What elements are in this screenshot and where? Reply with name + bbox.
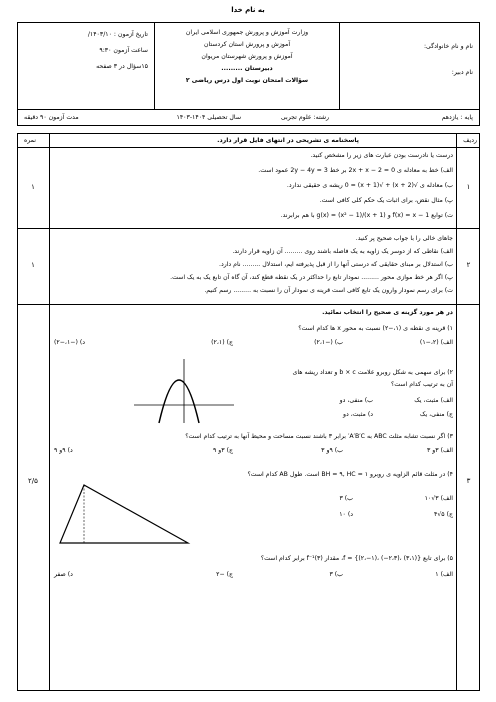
- ministry-name: وزارت آموزش و پرورش جمهوری اسلامی ایران: [185, 29, 309, 36]
- option-a: الف) مثبت، یک: [414, 397, 453, 404]
- question-part: پ) مثال نقض، برای اثبات یک حکم کلی کافی است.: [319, 197, 453, 204]
- question-part: ب) معادله ی √(x + 2) + √(x + 1) = 0 ریشه ی حقیقی ندارد.: [286, 182, 453, 189]
- score-column-header: نمره: [24, 137, 36, 144]
- exam-date: تاریخ آزمون : ۱۴۰۳/۱۰/: [87, 31, 148, 38]
- answer-key-note: پاسخنامه ی تشریحی در انتهای فایل قرار دارد.: [217, 137, 359, 144]
- option-d: د) ۹و ۹: [54, 447, 73, 454]
- sub-question-3: ۳) اگر نسبت تشابه مثلث ABC به A′B′C′ برابر ۳ باشند نسبت مساحت و محیط آنها به ترتیب کدام است؟: [185, 433, 453, 440]
- question-prompt: درست یا نادرست بودن عبارت های زیر را مشخص کنید.: [310, 152, 453, 159]
- question-part: ب) استدلال بر مبنای حقایقی که درستی آنها را از قبل پذیرفته ایم، استدلال ......... نام دارد.: [218, 261, 453, 268]
- city-office: آموزش و پرورش شهرستان مریوان: [201, 53, 293, 60]
- row-score: ۱: [31, 183, 35, 191]
- field-label: رشته: علوم تجربی: [280, 114, 329, 121]
- grade-label: پایه : یازدهم: [441, 114, 473, 121]
- option-d: د) ۱۰: [339, 511, 353, 518]
- school-name: دبیرستان .........: [221, 65, 273, 72]
- sub-question-2-cont: آن به ترتیب کدام است؟: [391, 381, 453, 388]
- row-number: ۲: [466, 261, 471, 269]
- question-count: ۱۵سؤال در ۳ صفحه: [96, 63, 148, 70]
- sub-question-4: ۴) در مثلث قائم الزاویه ی روبرو BH = ۹, HC = ۱ است. طول AB کدام است؟: [247, 471, 453, 478]
- option-a: الف) ۳√۱۰: [424, 495, 453, 502]
- question-part: ت) برای رسم نمودار وارون یک تابع کافی است قرینه ی نمودار آن را نسبت به ......... رسم کنیم.: [204, 287, 453, 294]
- question-prompt: جاهای خالی را با جواب صحیح پر کنید.: [355, 235, 453, 242]
- question-row-3: [18, 305, 479, 691]
- exam-info: [17, 23, 154, 109]
- right-triangle-figure: [54, 479, 194, 549]
- exam-title: سؤالات امتحان نوبت اول درس ریاضی ۲: [185, 77, 309, 84]
- option-b: ب) (−۲،۱): [314, 339, 343, 346]
- teacher-name-field: نام دبیر:: [451, 69, 473, 76]
- option-a: الف) ۱: [435, 571, 453, 578]
- question-row-1: [18, 147, 479, 229]
- row-column-header: ردیف: [463, 137, 477, 144]
- row-score: ۱: [31, 261, 35, 269]
- sub-question-1: ۱) قرینه ی نقطه ی (۱،−۲) نسبت به محور x ها کدام است؟: [298, 325, 453, 332]
- student-info: [339, 23, 479, 109]
- school-info: [154, 23, 339, 109]
- exam-time: ساعت آزمون ۹:۳۰: [99, 47, 148, 54]
- question-part: الف) نقاطی که از دوسر یک زاویه به یک فاصله باشند روی ......... آن زاویه قرار دارند.: [232, 248, 453, 255]
- option-c: ج) −۲: [216, 571, 233, 578]
- table-header: [18, 134, 479, 148]
- option-d: د) (−۱،−۲): [54, 339, 86, 346]
- duration-label: مدت آزمون ۹۰ دقیقه: [24, 114, 79, 121]
- top-title: به نام خدا: [231, 6, 265, 14]
- option-a: الف) ۳و ۳: [426, 447, 453, 454]
- option-b: ب) ۹و ۳: [321, 447, 343, 454]
- row-score: ۲/۵: [28, 477, 38, 485]
- question-part: الف) خط به معادله ی 2x + x − 2 = 0 بر خط 2y − 4y = 3 عمود است.: [258, 167, 453, 174]
- question-part: ت) توابع f(x) = x − 1 و g(x) = (x² − 1)/(x + 1) با هم برابرند.: [280, 212, 453, 219]
- parabola-curve: [159, 380, 199, 423]
- option-c: ج) (۲،۱): [211, 339, 233, 346]
- exam-header: [17, 22, 480, 126]
- option-b: ب) ۳: [329, 571, 343, 578]
- row-number: ۱: [466, 183, 471, 191]
- parabola-graph: [129, 357, 239, 425]
- option-c: ج) منفی، یک: [419, 411, 453, 418]
- sub-question-2: ۲) برای سهمی به شکل روبرو علامت b × c و تعداد ریشه های: [292, 369, 453, 376]
- option-b: ب) ۳: [339, 495, 353, 502]
- question-row-2: [18, 229, 479, 305]
- row-number: ۳: [466, 477, 471, 485]
- triangle-shape: [60, 485, 188, 543]
- questions-table: [17, 133, 480, 691]
- sub-question-5: ۵) برای تابع f = {(۲،−۱)، (−۲،۳)، (۳،۱)}، مقدار f⁻¹(۳) برابر کدام است؟: [260, 555, 453, 562]
- option-d: د) صفر: [54, 571, 73, 578]
- question-part: پ) اگر هر خط موازی محور ......... نمودار تابع را حداکثر در یک نقطه قطع کند، آن گاه آن تابع یک به یک است.: [170, 274, 453, 281]
- option-b: ب) منفی، دو: [339, 397, 373, 404]
- student-name-field: نام و نام خانوادگی:: [423, 43, 473, 50]
- province-office: آموزش و پرورش استان کردستان: [203, 41, 291, 48]
- option-c: ج) ۵√۴: [434, 511, 453, 518]
- option-a: الف) (۲،−۱): [419, 339, 453, 346]
- option-c: ج) ۳و ۹: [213, 447, 233, 454]
- school-year-label: سال تحصیلی ۱۴۰۴-۱۴۰۳: [176, 114, 241, 121]
- option-d: د) مثبت، دو: [343, 411, 373, 418]
- header-bottom-bar: [18, 109, 479, 127]
- question-prompt: در هر مورد گزینه ی صحیح را انتخاب نمائید.: [322, 309, 453, 316]
